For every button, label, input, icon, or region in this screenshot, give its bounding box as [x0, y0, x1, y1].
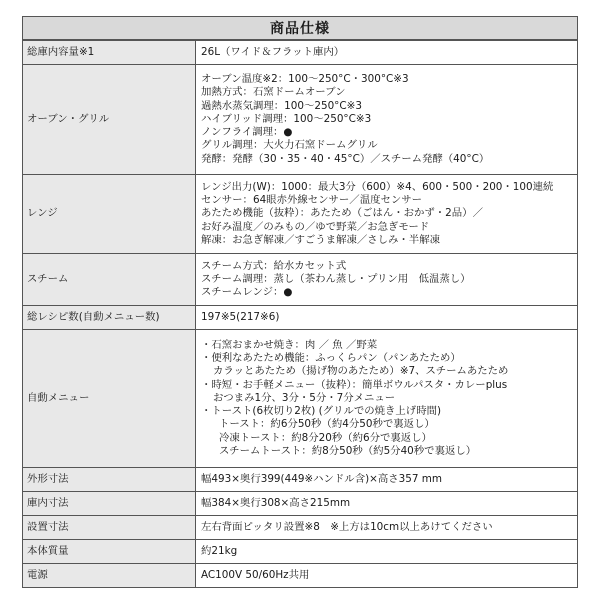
table-row [23, 254, 578, 306]
table-row [23, 41, 578, 65]
row-value-capacity [196, 41, 578, 65]
spec-sheet [22, 16, 578, 588]
value-line: ・時短・お手軽メニュー（抜粋）：簡単ボウルパスタ・カレーplus [201, 378, 508, 391]
table-row [23, 492, 578, 516]
row-value-weight [196, 540, 578, 564]
row-value-recipes [196, 306, 578, 330]
row-label-steam: スチーム [23, 254, 196, 306]
row-label-power: 電源 [23, 564, 196, 588]
row-label-range: レンジ [23, 175, 196, 254]
value-line: ・石窯おまかせ焼き：肉 ／ 魚 ／野菜 [201, 339, 378, 352]
value-line: ・便利なあたため機能：ふっくらパン（パンあたため） [201, 352, 461, 365]
table-row [23, 65, 578, 175]
value-line: スチームトースト：約8分50秒（約5分40秒で裏返し） [219, 444, 477, 457]
value-line: 197※5(217※6) [201, 310, 280, 323]
value-line: 幅384×奥行308×高さ215mm [201, 496, 351, 509]
table-row [23, 540, 578, 564]
row-label-inner: 庫内寸法 [23, 492, 196, 516]
value-line: 幅493×奥行399(449※ハンドル含)×高さ357 mm [201, 472, 443, 485]
row-value-power [196, 564, 578, 588]
value-line: 左右背面ピッタリ設置※8 ※上方は10cm以上あけてください [201, 520, 493, 533]
row-label-recipes: 総レシピ数(自動メニュー数) [23, 306, 196, 330]
value-line: 発酵：発酵（30・35・40・45°C）／スチーム発酵（40°C） [201, 152, 490, 165]
value-line: 過熱水蒸気調理：100～250°C※3 [201, 99, 362, 112]
value-line: スチーム調理：蒸し（茶わん蒸し・プリン用 低温蒸し） [201, 272, 471, 285]
value-line: センサー：64眼赤外線センサー／温度センサー [201, 194, 423, 207]
table-row [23, 306, 578, 330]
value-line: レンジ出力(W)：1000：最大3分（600）※4、600・500・200・100連続 [201, 180, 554, 193]
value-line: ノンフライ調理：● [201, 126, 293, 139]
value-line: 加熱方式：石窯ドームオーブン [201, 86, 346, 99]
row-value-inner [196, 492, 578, 516]
row-label-weight: 本体質量 [23, 540, 196, 564]
row-label-oven: オーブン・グリル [23, 65, 196, 175]
value-line: 約21kg [201, 544, 238, 557]
value-line: スチームレンジ：● [201, 286, 293, 299]
table-row [23, 516, 578, 540]
table-row [23, 175, 578, 254]
value-line: スチーム方式：給水カセット式 [201, 259, 347, 272]
row-label-outer: 外形寸法 [23, 468, 196, 492]
value-line: あたため機能（抜粋）：あたため（ごはん・おかず・2品）／ [201, 207, 483, 220]
value-line: 26L（ワイド＆フラット庫内） [201, 45, 345, 58]
spec-title: 商品仕様 [22, 16, 578, 40]
row-label-capacity: 総庫内容量※1 [23, 41, 196, 65]
value-line: ・トースト(6枚切り2枚) (グリルでの焼き上げ時間) [201, 405, 442, 418]
value-line: オーブン温度※2：100～250°C・300°C※3 [201, 73, 409, 86]
value-line: お好み温度／のみもの／ゆで野菜／お急ぎモード [201, 220, 430, 233]
value-line: カラッとあたため（揚げ物のあたため）※7、スチームあたため [213, 365, 509, 378]
row-value-auto [196, 330, 578, 468]
table-row [23, 330, 578, 468]
row-value-install [196, 516, 578, 540]
row-value-oven [196, 65, 578, 175]
row-label-auto: 自動メニュー [23, 330, 196, 468]
table-row [23, 468, 578, 492]
value-line: トースト：約6分50秒（約4分50秒で裏返し） [219, 418, 435, 431]
row-value-steam [196, 254, 578, 306]
value-line: グリル調理：大火力石窯ドームグリル [201, 139, 378, 152]
table-row [23, 564, 578, 588]
value-line: 解凍：お急ぎ解凍／すごうま解凍／さしみ・半解凍 [201, 233, 440, 246]
spec-table [22, 40, 578, 588]
row-label-install: 設置寸法 [23, 516, 196, 540]
value-line: おつまみ1分、3分・5分・7分メニュー [213, 391, 396, 404]
row-value-outer [196, 468, 578, 492]
value-line: 冷凍トースト：約8分20秒（約6分で裏返し） [219, 431, 432, 444]
value-line: AC100V 50/60Hz共用 [201, 568, 310, 581]
row-value-range [196, 175, 578, 254]
value-line: ハイブリッド調理：100～250°C※3 [201, 112, 372, 125]
